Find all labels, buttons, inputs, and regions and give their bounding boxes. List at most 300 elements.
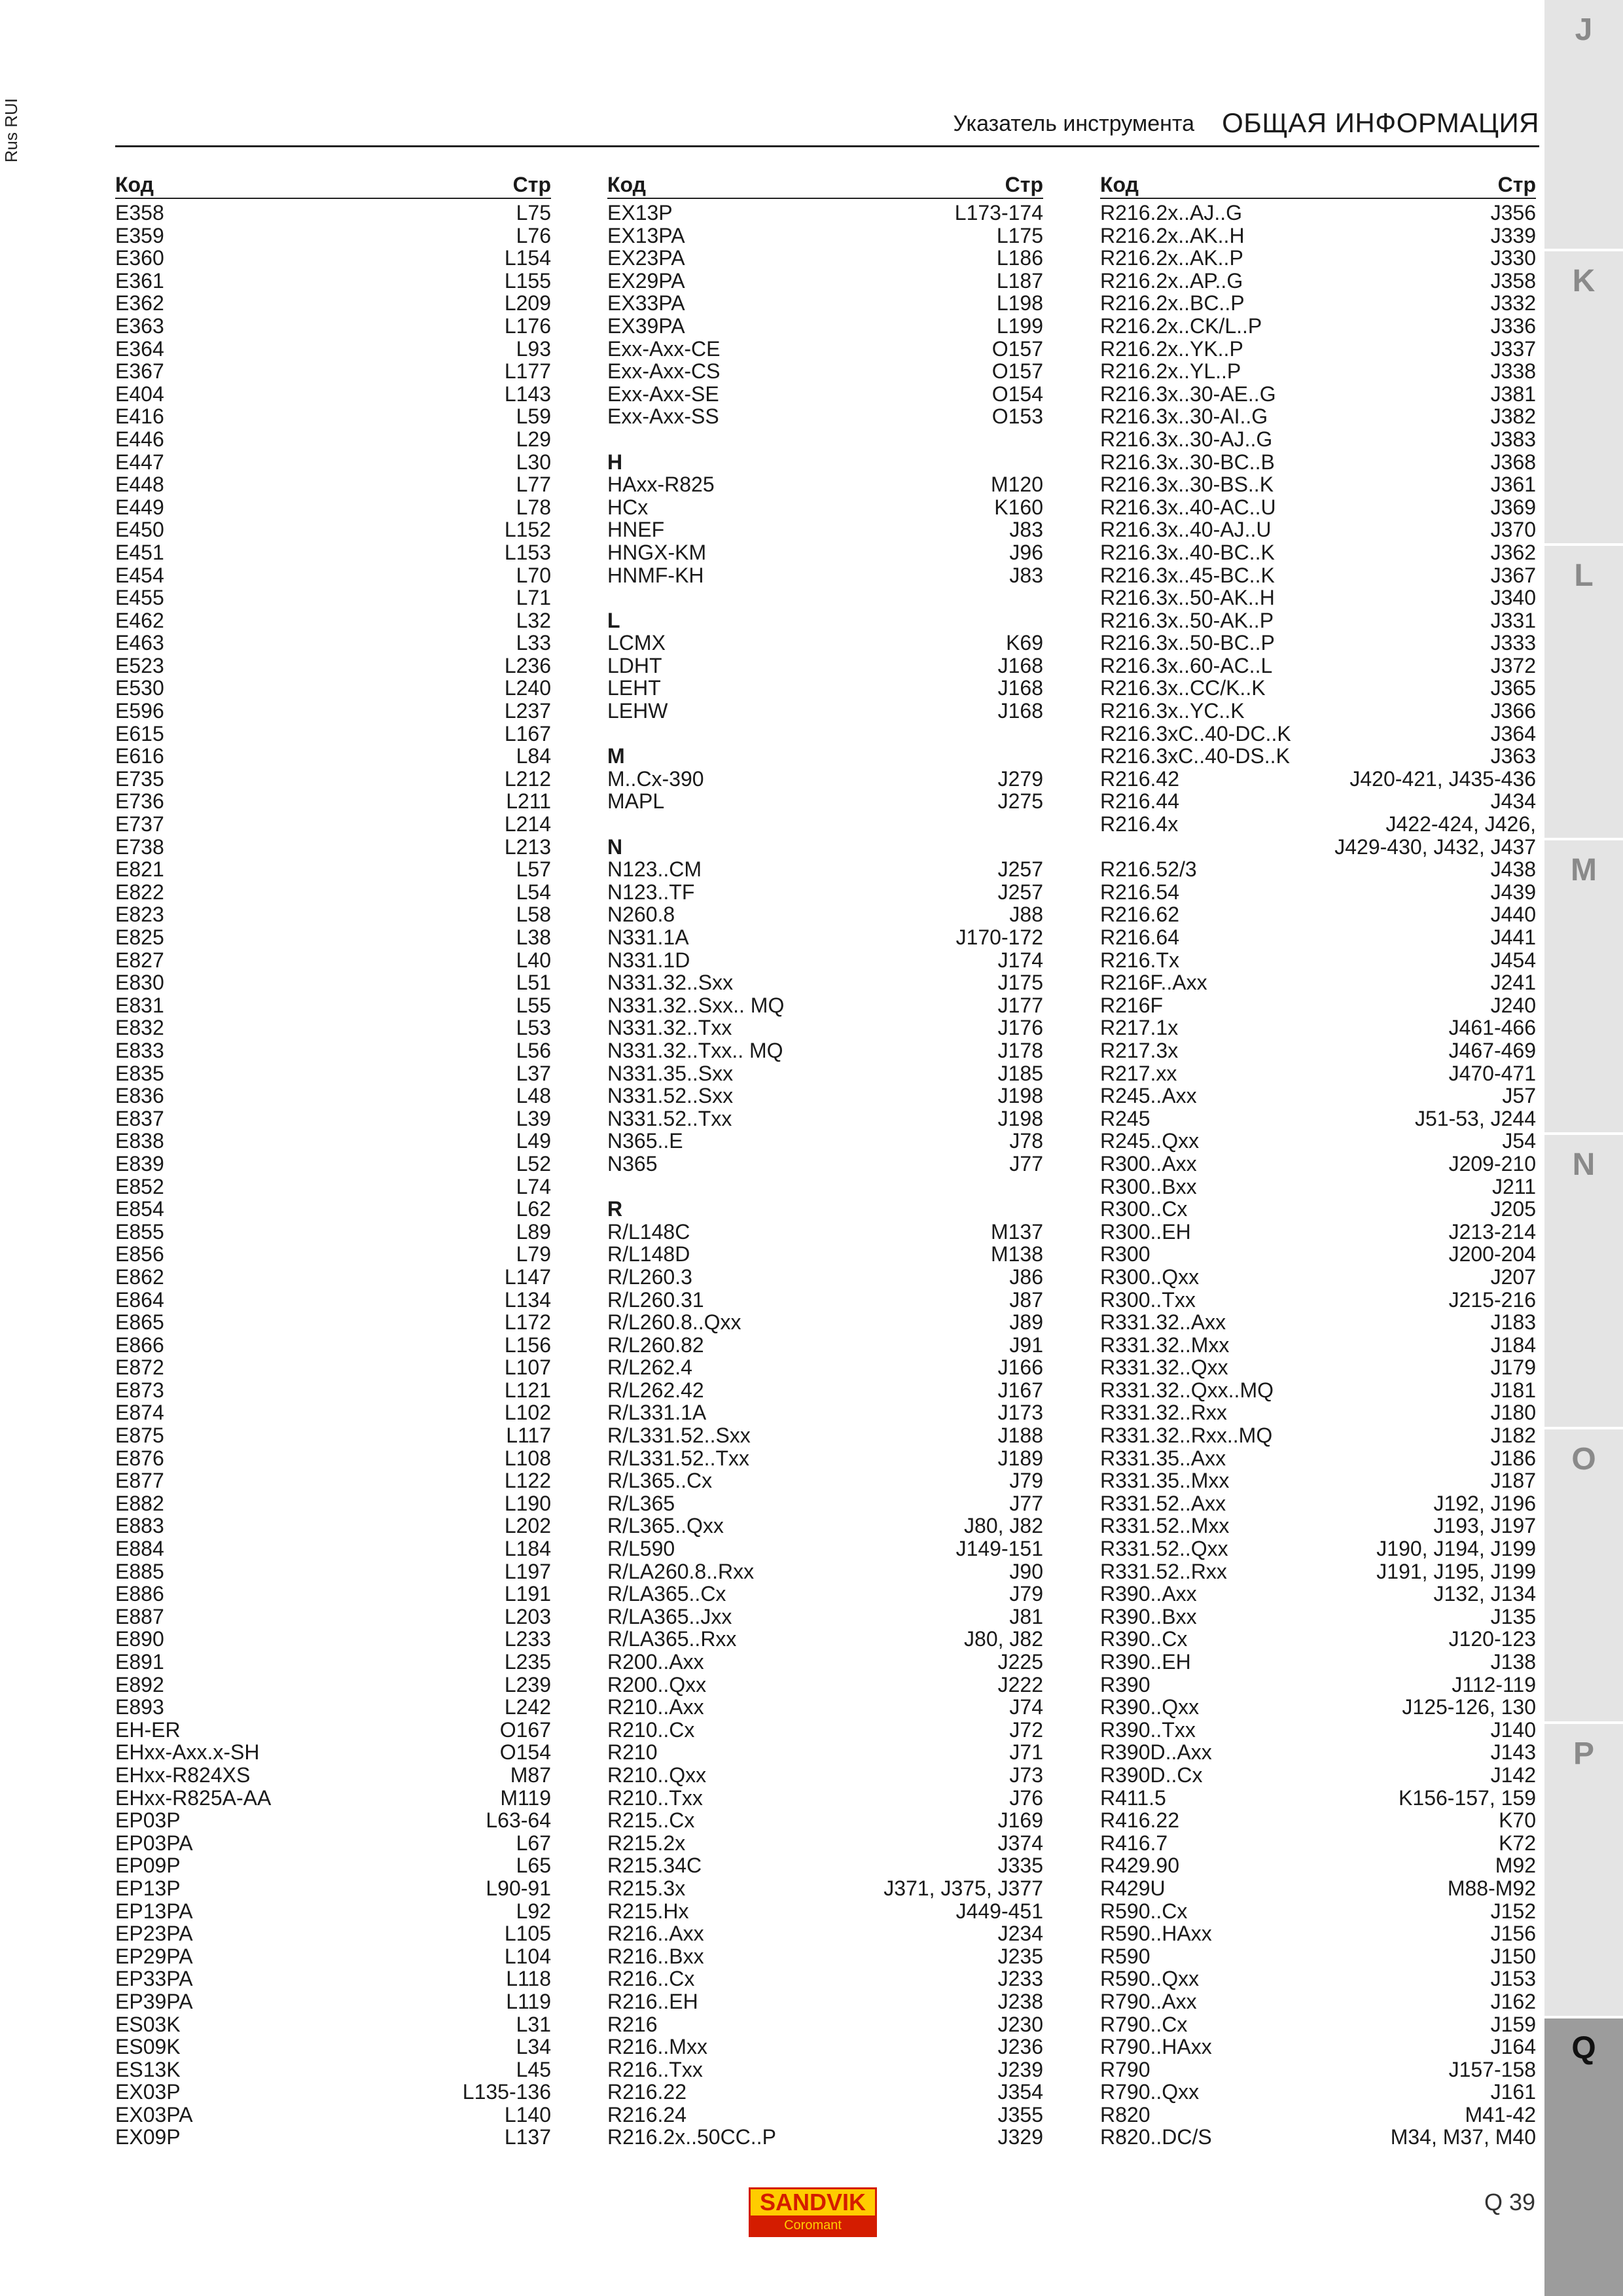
index-row xyxy=(115,1967,551,1990)
tool-code: EX39PA xyxy=(607,314,685,338)
page-reference: J364 xyxy=(1490,721,1536,745)
tool-code: R216.3xC..40-DS..K xyxy=(1100,744,1290,768)
page-reference: J356 xyxy=(1490,201,1536,224)
tool-code: R331.52..Qxx xyxy=(1100,1537,1228,1561)
page-reference: J454 xyxy=(1490,948,1536,972)
page-reference: J374 xyxy=(997,1831,1043,1855)
tool-code: R216..Cx xyxy=(607,1967,695,1991)
page-reference: J207 xyxy=(1490,1265,1536,1289)
page-reference: J78 xyxy=(1009,1129,1043,1153)
index-row xyxy=(115,1741,551,1764)
tool-code: E855 xyxy=(115,1219,164,1244)
index-row xyxy=(1100,1990,1536,2013)
tool-code: E823 xyxy=(115,903,164,927)
index-row xyxy=(1100,1356,1536,1379)
page-reference: J336 xyxy=(1490,314,1536,338)
tool-code: R/L260.82 xyxy=(607,1333,704,1357)
index-row xyxy=(607,926,1043,949)
tool-code: R331.32..Qxx..MQ xyxy=(1100,1378,1274,1402)
tool-code: N331.32..Txx xyxy=(607,1016,732,1040)
tool-code: R331.35..Axx xyxy=(1100,1446,1226,1470)
tool-code: R/L148D xyxy=(607,1242,690,1266)
page-reference: J168 xyxy=(997,699,1043,723)
code-header: Код xyxy=(115,173,154,196)
index-row xyxy=(607,1311,1043,1334)
index-row xyxy=(607,564,1043,587)
index-row xyxy=(1100,1221,1536,1244)
page-reference: K70 xyxy=(1499,1808,1536,1833)
page-number: Q 39 xyxy=(1484,2189,1536,2215)
index-row xyxy=(115,270,551,293)
index-row xyxy=(1100,1605,1536,1628)
tool-code: R300..Axx xyxy=(1100,1151,1197,1175)
tool-code: EX03P xyxy=(115,2080,181,2104)
index-row xyxy=(607,360,1043,383)
tool-code: R217.3x xyxy=(1100,1038,1179,1062)
index-row xyxy=(115,247,551,270)
section-tabs xyxy=(1544,0,1623,2296)
page-reference: J80, J82 xyxy=(964,1627,1043,1651)
section-tab-m[interactable]: M xyxy=(1544,840,1623,1132)
page-reference: M138 xyxy=(990,1242,1043,1266)
tool-code: R/L262.4 xyxy=(607,1355,692,1380)
index-row xyxy=(607,1492,1043,1515)
page-reference: O154 xyxy=(991,382,1043,406)
tool-code: E364 xyxy=(115,336,164,361)
page-reference: L39 xyxy=(516,1106,551,1130)
page-reference: J332 xyxy=(1490,291,1536,315)
section-tab-q[interactable]: Q xyxy=(1544,2018,1623,2296)
tool-code: R216.3x..40-AC..U xyxy=(1100,495,1276,519)
tool-code: R200..Axx xyxy=(607,1650,704,1674)
page-reference: L51 xyxy=(516,971,551,995)
index-row xyxy=(115,1696,551,1719)
page-reference: L143 xyxy=(504,382,551,406)
tool-code: R216.3x..50-AK..H xyxy=(1100,586,1275,610)
page-reference: J331 xyxy=(1490,608,1536,632)
index-row xyxy=(1100,451,1536,474)
page-reference: J153 xyxy=(1490,1967,1536,1991)
tool-code: EHxx-Axx.x-SH xyxy=(115,1740,260,1765)
index-row xyxy=(1100,270,1536,293)
index-row xyxy=(1100,790,1536,813)
tool-code: R215.3x xyxy=(607,1876,686,1900)
page-reference: J157-158 xyxy=(1448,2057,1536,2081)
page-reference: J198 xyxy=(997,1106,1043,1130)
index-row xyxy=(115,1424,551,1447)
page-reference: O153 xyxy=(991,404,1043,429)
page-reference: J355 xyxy=(997,2102,1043,2126)
index-row xyxy=(115,338,551,361)
page-reference: J354 xyxy=(997,2080,1043,2104)
index-row xyxy=(607,1424,1043,1447)
page-reference: J382 xyxy=(1490,404,1536,429)
tool-code: E530 xyxy=(115,676,164,700)
page-reference: J339 xyxy=(1490,223,1536,247)
tool-code: R216.2x..YK..P xyxy=(1100,336,1243,361)
index-row xyxy=(115,360,551,383)
page-reference: L107 xyxy=(504,1355,551,1380)
page-reference: J120-123 xyxy=(1448,1627,1536,1651)
index-row xyxy=(115,700,551,723)
page-reference: J90 xyxy=(1009,1559,1043,1583)
tool-code: R411.5 xyxy=(1100,1785,1166,1810)
tool-code: E885 xyxy=(115,1559,164,1583)
index-row xyxy=(1100,971,1536,994)
tool-code: E876 xyxy=(115,1446,164,1470)
index-row xyxy=(607,971,1043,994)
tool-code: E890 xyxy=(115,1627,164,1651)
page-reference: M92 xyxy=(1495,1854,1536,1878)
page-reference: J184 xyxy=(1490,1333,1536,1357)
page-reference: L74 xyxy=(516,1174,551,1198)
page-reference: L212 xyxy=(504,766,551,791)
index-row xyxy=(1100,813,1536,858)
index-row xyxy=(607,1039,1043,1062)
index-row xyxy=(1100,1515,1536,1537)
tool-code: R390..Axx xyxy=(1100,1582,1197,1606)
index-row xyxy=(1100,1447,1536,1470)
tool-code: E616 xyxy=(115,744,164,768)
spacer-row xyxy=(607,1175,1043,1198)
index-row xyxy=(1100,1107,1536,1130)
tool-code: R215.Hx xyxy=(607,1899,689,1923)
index-row xyxy=(607,1945,1043,1968)
tool-code: R210..Qxx xyxy=(607,1763,707,1787)
tool-code: R216.3x..40-BC..K xyxy=(1100,540,1275,564)
tool-code: E523 xyxy=(115,653,164,677)
tool-code: R216.3x..30-AI..G xyxy=(1100,404,1268,429)
index-row xyxy=(1100,1832,1536,1855)
tool-code: R216.2x..YL..P xyxy=(1100,359,1241,384)
index-row xyxy=(1100,247,1536,270)
page-reference: M87 xyxy=(510,1763,551,1787)
tool-code: R216.4x xyxy=(1100,812,1179,836)
page-reference: L147 xyxy=(504,1265,551,1289)
page-reference: J211 xyxy=(1491,1174,1536,1198)
tool-code: E854 xyxy=(115,1197,164,1221)
tool-code: R216.2x..BC..P xyxy=(1100,291,1245,315)
page-reference: L75 xyxy=(516,201,551,224)
page-reference: L154 xyxy=(504,246,551,270)
index-row xyxy=(607,1289,1043,1312)
page-reference: L237 xyxy=(504,699,551,723)
page-reference: J441 xyxy=(1490,925,1536,949)
page-reference: J83 xyxy=(1009,518,1043,542)
tool-code: R215.34C xyxy=(607,1854,702,1878)
tool-code: R216..Axx xyxy=(607,1922,704,1946)
page-reference: J335 xyxy=(997,1854,1043,1878)
index-row xyxy=(607,1628,1043,1651)
page-reference: J72 xyxy=(1009,1717,1043,1742)
index-row xyxy=(1100,1537,1536,1560)
tool-code: EX29PA xyxy=(607,268,685,293)
tool-code: ES03K xyxy=(115,2012,181,2036)
index-row xyxy=(115,949,551,972)
index-row xyxy=(1100,745,1536,768)
tool-code: R216..EH xyxy=(607,1989,698,2013)
tool-code: E455 xyxy=(115,586,164,610)
index-row xyxy=(1100,405,1536,428)
page-reference: J77 xyxy=(1009,1491,1043,1515)
header-rule xyxy=(115,145,1539,147)
section-letter: H xyxy=(607,450,623,474)
index-row xyxy=(115,790,551,813)
page-reference: L105 xyxy=(504,1922,551,1946)
index-row xyxy=(1100,1401,1536,1424)
tool-code: R216.3x..YC..K xyxy=(1100,699,1245,723)
tool-code: E450 xyxy=(115,518,164,542)
index-row xyxy=(115,2058,551,2081)
page-reference: J83 xyxy=(1009,563,1043,587)
page-reference: J178 xyxy=(997,1038,1043,1062)
page-reference: L175 xyxy=(996,223,1043,247)
section-tab-j[interactable]: J xyxy=(1544,0,1623,249)
tool-code: E877 xyxy=(115,1469,164,1493)
section-letter: L xyxy=(607,608,620,632)
index-row xyxy=(115,1243,551,1266)
index-row xyxy=(607,1651,1043,1674)
page-reference: L156 xyxy=(504,1333,551,1357)
tool-code: R/LA365..Jxx xyxy=(607,1604,732,1628)
page-reference: L108 xyxy=(504,1446,551,1470)
tool-code: R210..Cx xyxy=(607,1717,695,1742)
tool-code: R/L260.31 xyxy=(607,1287,704,1312)
index-row xyxy=(115,1922,551,1945)
tool-code: EX09P xyxy=(115,2125,181,2149)
tool-code: R216.22 xyxy=(607,2080,687,2104)
tool-code: HNEF xyxy=(607,518,665,542)
page-reference: J383 xyxy=(1490,427,1536,451)
index-row xyxy=(115,609,551,632)
page-reference: L199 xyxy=(996,314,1043,338)
page-reference: J449-451 xyxy=(955,1899,1043,1923)
tool-code: R215.2x xyxy=(607,1831,686,1855)
section-tab-k[interactable]: K xyxy=(1544,251,1623,543)
index-row xyxy=(115,1515,551,1537)
index-row xyxy=(1100,1175,1536,1198)
tool-code: E865 xyxy=(115,1310,164,1335)
page-reference: J132, J134 xyxy=(1433,1582,1536,1606)
index-row xyxy=(115,745,551,768)
index-row xyxy=(115,2104,551,2126)
index-row xyxy=(1100,224,1536,247)
page-reference: J112-119 xyxy=(1452,1672,1536,1696)
tool-code: E367 xyxy=(115,359,164,384)
index-row xyxy=(115,1356,551,1379)
index-row xyxy=(1100,1085,1536,1107)
index-row xyxy=(607,1130,1043,1153)
index-row xyxy=(607,655,1043,677)
tool-code: E404 xyxy=(115,382,164,406)
index-row xyxy=(115,292,551,315)
tool-code: E449 xyxy=(115,495,164,519)
page-reference: J238 xyxy=(997,1989,1043,2013)
section-tab-p[interactable]: P xyxy=(1544,1724,1623,2016)
page-reference: L239 xyxy=(504,1672,551,1696)
index-row xyxy=(607,1605,1043,1628)
tool-code: HCx xyxy=(607,495,649,519)
page-reference: J337 xyxy=(1490,336,1536,361)
section-letter-row xyxy=(607,745,1043,768)
section-tab-o[interactable]: O xyxy=(1544,1429,1623,1721)
page-header: Стр xyxy=(1005,173,1043,196)
page-reference: J51-53, J244 xyxy=(1414,1106,1536,1130)
page-reference: J198 xyxy=(997,1084,1043,1108)
index-row xyxy=(607,1537,1043,1560)
page-reference: L53 xyxy=(516,1016,551,1040)
page-reference: L49 xyxy=(516,1129,551,1153)
page-reference: J150 xyxy=(1490,1944,1536,1968)
tool-code: E830 xyxy=(115,971,164,995)
page-reference: L84 xyxy=(516,744,551,768)
tool-code: R216.54 xyxy=(1100,880,1179,904)
tool-code: EP13P xyxy=(115,1876,181,1900)
tool-code: R790..Axx xyxy=(1100,1989,1197,2013)
page-reference: L32 xyxy=(516,608,551,632)
index-row xyxy=(607,1832,1043,1855)
page-reference: J190, J194, J199 xyxy=(1376,1537,1536,1561)
tool-code: E737 xyxy=(115,812,164,836)
index-row xyxy=(115,2081,551,2104)
index-row xyxy=(1100,1560,1536,1583)
index-row xyxy=(607,247,1043,270)
tool-code: EX03PA xyxy=(115,2102,193,2126)
index-row xyxy=(1100,768,1536,791)
column-header xyxy=(1100,171,1536,199)
page-reference: L155 xyxy=(504,268,551,293)
index-row xyxy=(607,1334,1043,1357)
page-reference: J234 xyxy=(997,1922,1043,1946)
page-reference: J233 xyxy=(997,1967,1043,1991)
tool-code: E827 xyxy=(115,948,164,972)
page-reference: J338 xyxy=(1490,359,1536,384)
tool-code: E448 xyxy=(115,473,164,497)
index-row xyxy=(115,1266,551,1289)
index-row xyxy=(115,1560,551,1583)
tool-code: R216.3x..30-BS..K xyxy=(1100,473,1274,497)
page-reference: J173 xyxy=(997,1401,1043,1425)
index-row xyxy=(1100,1062,1536,1085)
index-row xyxy=(115,994,551,1017)
tool-code: E837 xyxy=(115,1106,164,1130)
index-row xyxy=(115,971,551,994)
index-row xyxy=(115,1945,551,1968)
page-reference: L167 xyxy=(504,721,551,745)
index-row xyxy=(607,2126,1043,2149)
index-row xyxy=(607,1016,1043,1039)
tool-code: E822 xyxy=(115,880,164,904)
page-reference: J236 xyxy=(997,2035,1043,2059)
tool-code: EHxx-R824XS xyxy=(115,1763,251,1787)
tool-code: R390 xyxy=(1100,1672,1150,1696)
page-reference: J167 xyxy=(997,1378,1043,1402)
page-reference: L67 xyxy=(516,1831,551,1855)
page-reference: J185 xyxy=(997,1061,1043,1085)
index-row xyxy=(607,1447,1043,1470)
index-row xyxy=(1100,1945,1536,1968)
tool-code: R216..Txx xyxy=(607,2057,703,2081)
tool-code: R216.62 xyxy=(1100,903,1179,927)
page-reference: J275 xyxy=(997,789,1043,814)
index-row xyxy=(115,1198,551,1221)
index-row xyxy=(1100,1854,1536,1877)
index-row xyxy=(1100,1334,1536,1357)
tool-code: R/L365..Cx xyxy=(607,1469,713,1493)
section-tab-n[interactable]: N xyxy=(1544,1135,1623,1427)
tool-code: R216F xyxy=(1100,993,1164,1017)
index-row xyxy=(607,1741,1043,1764)
index-row xyxy=(607,2058,1043,2081)
index-row xyxy=(607,1153,1043,1175)
index-row xyxy=(115,677,551,700)
page-reference: O157 xyxy=(991,336,1043,361)
tool-code: N365 xyxy=(607,1151,658,1175)
tool-code: R790..Qxx xyxy=(1100,2080,1200,2104)
page-reference: J57 xyxy=(1502,1084,1536,1108)
tool-code: Exx-Axx-SE xyxy=(607,382,719,406)
tool-code: R216.2x..CK/L..P xyxy=(1100,314,1262,338)
page-reference: L198 xyxy=(996,291,1043,315)
tool-code: R/L260.3 xyxy=(607,1265,692,1289)
tool-code: N331.32..Sxx.. MQ xyxy=(607,993,785,1017)
tool-code: R216.3xC..40-DC..K xyxy=(1100,721,1291,745)
index-row xyxy=(607,903,1043,926)
page-reference: K69 xyxy=(1006,631,1043,655)
tool-code: R416.22 xyxy=(1100,1808,1179,1833)
logo-brand: SANDVIK xyxy=(759,2189,866,2215)
section-tab-l[interactable]: L xyxy=(1544,546,1623,838)
code-header: Код xyxy=(607,173,646,196)
page-reference: J365 xyxy=(1490,676,1536,700)
page-reference: O154 xyxy=(499,1740,551,1765)
page-reference: L186 xyxy=(996,246,1043,270)
index-row xyxy=(1100,1696,1536,1719)
page-reference: L70 xyxy=(516,563,551,587)
page-reference: L134 xyxy=(504,1287,551,1312)
page-reference: L119 xyxy=(506,1989,551,2013)
tool-code: R/L365 xyxy=(607,1491,675,1515)
page-reference: J235 xyxy=(997,1944,1043,1968)
index-row xyxy=(115,473,551,496)
tool-code: R300..EH xyxy=(1100,1219,1191,1244)
page-reference: J333 xyxy=(1490,631,1536,655)
index-row xyxy=(607,1356,1043,1379)
page-reference: L55 xyxy=(516,993,551,1017)
page-reference: J143 xyxy=(1490,1740,1536,1765)
index-column-1 xyxy=(115,171,551,2149)
page-reference: L235 xyxy=(504,1650,551,1674)
tool-code: E833 xyxy=(115,1038,164,1062)
tool-code: R/LA365..Cx xyxy=(607,1582,726,1606)
tool-code: R390D..Axx xyxy=(1100,1740,1212,1765)
index-row xyxy=(115,518,551,541)
page-reference: L93 xyxy=(516,336,551,361)
tool-code: E821 xyxy=(115,857,164,882)
index-column-2 xyxy=(607,171,1043,2149)
tool-code: R216..Mxx xyxy=(607,2035,707,2059)
page-reference: L65 xyxy=(516,1854,551,1878)
index-row xyxy=(607,949,1043,972)
index-column-3 xyxy=(1100,171,1536,2149)
tool-code: E416 xyxy=(115,404,164,429)
tool-code: EP03PA xyxy=(115,1831,193,1855)
tool-code: R200..Qxx xyxy=(607,1672,707,1696)
page-reference: J470-471 xyxy=(1448,1061,1536,1085)
tool-code: EHxx-R825A-AA xyxy=(115,1785,272,1810)
section-letter-row xyxy=(607,609,1043,632)
index-row xyxy=(115,1492,551,1515)
